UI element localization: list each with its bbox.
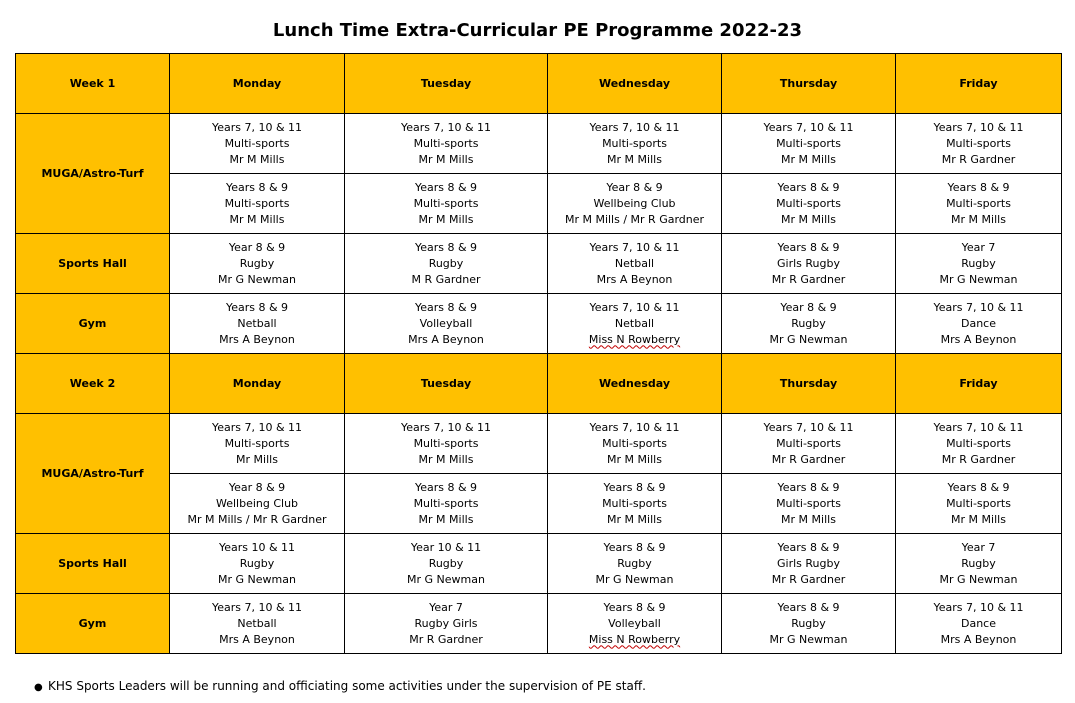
staff-name: Mr M Mills xyxy=(418,212,474,226)
activity-cell xyxy=(896,594,1062,654)
activity-cell xyxy=(345,234,548,294)
staff-name: Mr G Newman xyxy=(218,572,296,586)
activity-name: Rugby xyxy=(239,556,275,570)
activity-name: Rugby xyxy=(791,616,826,630)
staff-name: Mrs A Beynon xyxy=(940,632,1017,646)
day-header: Friday xyxy=(896,54,1062,114)
day-header: Monday xyxy=(170,354,345,414)
year-group: Years 7, 10 & 11 xyxy=(933,120,1024,134)
year-group: Years 8 & 9 xyxy=(603,600,666,614)
activity-name: Rugby xyxy=(239,256,275,270)
year-group: Years 8 & 9 xyxy=(777,540,840,554)
year-group: Years 8 & 9 xyxy=(603,480,666,494)
activity-cell xyxy=(170,594,345,654)
year-group: Years 7, 10 & 11 xyxy=(211,420,303,434)
venue-label: Sports Hall xyxy=(16,534,170,594)
day-header: Monday xyxy=(170,54,345,114)
year-group: Years 8 & 9 xyxy=(947,180,1010,194)
staff-name: Mr M Mills / Mr R Gardner xyxy=(564,212,705,226)
activity-cell xyxy=(345,594,548,654)
page-title: Lunch Time Extra-Curricular PE Programme 2022-23 xyxy=(272,20,803,41)
activity-name: Volleyball xyxy=(608,616,661,630)
day-header: Wednesday xyxy=(548,54,722,114)
year-group: Years 8 & 9 xyxy=(414,180,478,194)
footnote xyxy=(34,678,646,696)
activity-cell xyxy=(170,534,345,594)
activity-name: Girls Rugby xyxy=(777,556,840,570)
activity-name: Rugby xyxy=(961,256,996,270)
table-row xyxy=(16,474,1062,534)
staff-name: Mr G Newman xyxy=(769,632,848,646)
activity-cell xyxy=(345,474,548,534)
table-row xyxy=(16,534,1062,594)
activity-name: Multi-sports xyxy=(413,436,479,450)
activity-name: Multi-sports xyxy=(946,196,1011,210)
activity-name: Girls Rugby xyxy=(777,256,840,270)
staff-name: Miss N Rowberry xyxy=(588,632,681,646)
year-group: Years 8 & 9 xyxy=(225,300,289,314)
activity-name: Volleyball xyxy=(419,316,473,330)
year-group: Years 7, 10 & 11 xyxy=(589,120,680,134)
staff-name: Mr M Mills xyxy=(951,512,1006,526)
activity-name: Multi-sports xyxy=(776,436,841,450)
activity-cell xyxy=(548,174,722,234)
activity-name: Multi-sports xyxy=(602,496,667,510)
year-group: Year 8 & 9 xyxy=(228,480,286,494)
day-header: Wednesday xyxy=(548,354,722,414)
year-group: Years 8 & 9 xyxy=(225,180,289,194)
staff-name: Mr R Gardner xyxy=(941,452,1016,466)
year-group: Years 7, 10 & 11 xyxy=(400,420,492,434)
staff-name: Mrs A Beynon xyxy=(219,632,295,646)
activity-name: Rugby xyxy=(961,556,996,570)
staff-name: Mr G Newman xyxy=(939,572,1018,586)
activity-cell xyxy=(722,294,896,354)
year-group: Years 8 & 9 xyxy=(777,480,840,494)
venue-label: Sports Hall xyxy=(16,234,170,294)
year-group: Year 8 & 9 xyxy=(228,240,286,254)
year-group: Year 10 & 11 xyxy=(410,540,482,554)
activity-cell xyxy=(170,414,345,474)
staff-name: Mr M Mills xyxy=(607,452,662,466)
activity-cell xyxy=(548,534,722,594)
staff-name: Mr M Mills xyxy=(229,152,285,166)
year-group: Years 8 & 9 xyxy=(603,540,666,554)
activity-name: Multi-sports xyxy=(946,496,1011,510)
staff-name: Mr R Gardner xyxy=(771,272,846,286)
activity-name: Rugby xyxy=(791,316,826,330)
staff-name: Miss N Rowberry xyxy=(588,332,681,346)
year-group: Year 8 & 9 xyxy=(606,180,663,194)
activity-name: Multi-sports xyxy=(776,136,841,150)
activity-cell xyxy=(548,474,722,534)
week-label: Week 1 xyxy=(16,54,170,114)
activity-name: Wellbeing Club xyxy=(215,496,299,510)
day-header: Thursday xyxy=(722,354,896,414)
staff-name: M R Gardner xyxy=(411,272,481,286)
activity-cell xyxy=(722,474,896,534)
activity-name: Multi-sports xyxy=(224,436,290,450)
activity-name: Multi-sports xyxy=(946,136,1011,150)
activity-name: Netball xyxy=(614,316,655,330)
year-group: Years 7, 10 & 11 xyxy=(589,240,680,254)
venue-label: MUGA/Astro-Turf xyxy=(16,114,170,234)
staff-name: Mr M Mills xyxy=(781,512,836,526)
activity-cell xyxy=(345,414,548,474)
staff-name: Mr G Newman xyxy=(769,332,848,346)
year-group: Years 8 & 9 xyxy=(414,480,478,494)
year-group: Years 8 & 9 xyxy=(777,600,840,614)
activity-cell xyxy=(896,174,1062,234)
staff-name: Mr M Mills xyxy=(951,212,1006,226)
staff-name: Mr M Mills xyxy=(607,512,662,526)
table-row xyxy=(16,594,1062,654)
year-group: Years 7, 10 & 11 xyxy=(589,300,680,314)
activity-name: Netball xyxy=(237,616,277,630)
activity-name: Multi-sports xyxy=(413,496,479,510)
table-row xyxy=(16,294,1062,354)
year-group: Years 8 & 9 xyxy=(414,300,478,314)
staff-name: Mr G Newman xyxy=(595,572,674,586)
activity-name: Multi-sports xyxy=(224,136,290,150)
year-group: Years 10 & 11 xyxy=(218,540,296,554)
activity-name: Wellbeing Club xyxy=(593,196,676,210)
staff-name: Mr M Mills xyxy=(418,452,474,466)
staff-name: Mrs A Beynon xyxy=(408,332,484,346)
year-group: Years 7, 10 & 11 xyxy=(589,420,680,434)
staff-name: Mr M Mills / Mr R Gardner xyxy=(187,512,327,526)
year-group: Year 7 xyxy=(961,540,996,554)
activity-name: Multi-sports xyxy=(413,196,479,210)
year-group: Years 7, 10 & 11 xyxy=(211,120,303,134)
activity-name: Rugby Girls xyxy=(414,616,478,630)
staff-name: Mr M Mills xyxy=(607,152,662,166)
year-group: Years 8 & 9 xyxy=(414,240,478,254)
day-header: Tuesday xyxy=(345,354,548,414)
table-row xyxy=(16,234,1062,294)
activity-name: Rugby xyxy=(617,556,652,570)
staff-name: Mrs A Beynon xyxy=(940,332,1017,346)
footnote-text: KHS Sports Leaders will be running and officiating some activities under the supervision of PE staff. xyxy=(48,679,646,693)
year-group: Years 7, 10 & 11 xyxy=(933,600,1024,614)
staff-name: Mr M Mills xyxy=(418,512,474,526)
activity-cell xyxy=(896,414,1062,474)
activity-cell xyxy=(896,294,1062,354)
year-group: Years 7, 10 & 11 xyxy=(763,420,854,434)
activity-cell xyxy=(548,114,722,174)
activity-cell xyxy=(722,594,896,654)
staff-name: Mrs A Beynon xyxy=(219,332,295,346)
activity-name: Netball xyxy=(237,316,277,330)
activity-name: Multi-sports xyxy=(413,136,479,150)
staff-name: Mr R Gardner xyxy=(771,572,846,586)
activity-cell xyxy=(170,234,345,294)
venue-label: Gym xyxy=(16,594,170,654)
activity-name: Dance xyxy=(961,316,996,330)
activity-cell xyxy=(722,114,896,174)
year-group: Years 8 & 9 xyxy=(777,240,840,254)
table-row xyxy=(16,114,1062,174)
staff-name: Mrs A Beynon xyxy=(596,272,673,286)
year-group: Years 7, 10 & 11 xyxy=(933,420,1024,434)
activity-cell xyxy=(548,594,722,654)
activity-cell xyxy=(170,474,345,534)
activity-cell xyxy=(896,534,1062,594)
bullet-icon: ● xyxy=(34,682,43,693)
activity-name: Multi-sports xyxy=(776,196,841,210)
activity-cell xyxy=(722,414,896,474)
year-group: Year 7 xyxy=(429,600,463,614)
activity-cell xyxy=(345,114,548,174)
activity-name: Rugby xyxy=(428,556,464,570)
activity-cell xyxy=(170,114,345,174)
staff-name: Mr R Gardner xyxy=(771,452,846,466)
activity-cell xyxy=(170,174,345,234)
year-group: Year 8 & 9 xyxy=(780,300,837,314)
activity-name: Dance xyxy=(961,616,996,630)
staff-name: Mr G Newman xyxy=(218,272,296,286)
day-header: Thursday xyxy=(722,54,896,114)
activity-name: Multi-sports xyxy=(602,436,667,450)
activity-name: Multi-sports xyxy=(776,496,841,510)
activity-cell xyxy=(548,294,722,354)
programme-table xyxy=(15,53,1062,654)
staff-name: Mr R Gardner xyxy=(409,632,483,646)
year-group: Years 7, 10 & 11 xyxy=(933,300,1024,314)
activity-cell xyxy=(548,414,722,474)
activity-name: Netball xyxy=(614,256,655,270)
year-group: Years 8 & 9 xyxy=(777,180,840,194)
staff-name: Mr R Gardner xyxy=(941,152,1016,166)
year-group: Years 7, 10 & 11 xyxy=(400,120,492,134)
venue-label: MUGA/Astro-Turf xyxy=(16,414,170,534)
staff-name: Mr M Mills xyxy=(781,152,836,166)
activity-name: Rugby xyxy=(428,256,464,270)
year-group: Years 7, 10 & 11 xyxy=(211,600,303,614)
activity-cell xyxy=(548,234,722,294)
activity-cell xyxy=(896,474,1062,534)
activity-cell xyxy=(345,294,548,354)
staff-name: Mr G Newman xyxy=(939,272,1018,286)
activity-cell xyxy=(722,174,896,234)
week-header-row xyxy=(16,54,1062,114)
staff-name: Mr M Mills xyxy=(781,212,836,226)
table-row xyxy=(16,414,1062,474)
activity-cell xyxy=(722,234,896,294)
venue-label: Gym xyxy=(16,294,170,354)
activity-cell xyxy=(722,534,896,594)
year-group: Years 8 & 9 xyxy=(947,480,1010,494)
day-header: Tuesday xyxy=(345,54,548,114)
activity-cell xyxy=(345,534,548,594)
staff-name: Mr G Newman xyxy=(407,572,485,586)
activity-name: Multi-sports xyxy=(224,196,290,210)
day-header: Friday xyxy=(896,354,1062,414)
activity-cell xyxy=(896,234,1062,294)
staff-name: Mr M Mills xyxy=(229,212,285,226)
week-label: Week 2 xyxy=(16,354,170,414)
year-group: Year 7 xyxy=(961,240,996,254)
week-header-row xyxy=(16,354,1062,414)
activity-cell xyxy=(345,174,548,234)
staff-name: Mr M Mills xyxy=(418,152,474,166)
activity-name: Multi-sports xyxy=(602,136,667,150)
activity-cell xyxy=(170,294,345,354)
activity-cell xyxy=(896,114,1062,174)
year-group: Years 7, 10 & 11 xyxy=(763,120,854,134)
staff-name: Mr Mills xyxy=(236,452,278,466)
activity-name: Multi-sports xyxy=(946,436,1011,450)
table-row xyxy=(16,174,1062,234)
